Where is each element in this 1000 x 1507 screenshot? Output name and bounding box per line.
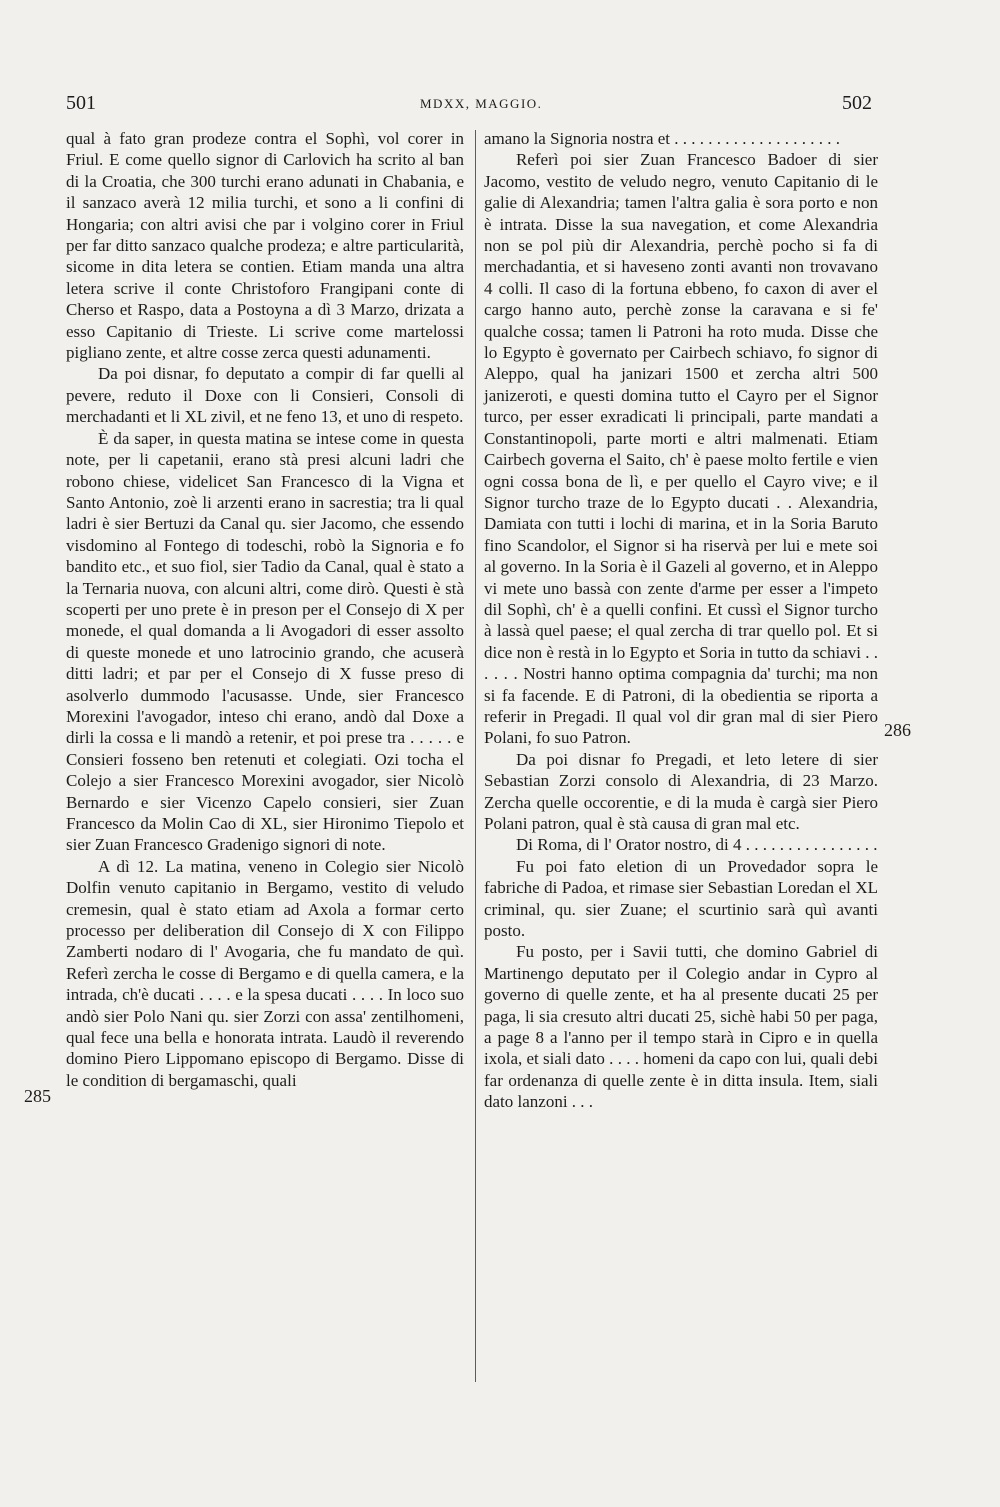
right-paragraph-2: Referì poi sier Zuan Francesco Badoer di sier Jacomo, vestito de veludo negro, venuto Capitanio di le galie di Alexandria; tamen l'altra galia è sora porto e non è intrata. Disse la sua navegation, et come Alexandria non se pol più dir Alexandria, perchè pocho si fa di merchadantia, et si haveseno zonti avanti non trovavano 4 colli. Il caso di la fortuna ebbeno, fo caxon di aver el cargo hanno auto, perchè zonse la caravana e si fe' qualche cossa; tamen li Patroni ha roto muda. Disse che lo Egypto è governato per Cairbech schiavo, fo signor di Aleppo, qual ha janizari 1500 et zercha altri 500 janizeroti, e questi domina tutto el Cayro per el Signor turco, per esser exradicati li principali, parte mandati a Constantinopoli, parte morti e altri malmenati. Etiam Cairbech governa el Saito, ch' è paese molto fertile e vien ogni cossa bona de lì, e per quello el Cayro vive; e il Signor turcho traze de lo Egypto ducati . . Alexandria, Damiata con tutti i lochi di marina, et in la Soria Baruto fino Scandolor, el Signor si ha riservà per lui e mete soi al governo. In la Soria è il Gazeli al governo, et in Aleppo vi mete uno bassà con zente d'arme per esser a l'impeto dil Sophì, ch' è a quelli confini. Et cussì el Signor turcho à lassà quel paese; el qual zercha di trar quello pol. Et si dice non è restà in lo Egypto et Soria in tutto da schiavi . . . . . . Nostri hanno optima compagnia da' turchi; ma non si fa facende. E di Patroni, di la obedientia se riporta a referir in Pregadi. Il qual vol dir gran mal di sier Piero Polani, fo suo Patron. <box>484 150 878 748</box>
right-paragraph-5: Fu poi fato eletion di un Provedador sopra le fabriche di Padoa, et rimase sier Sebastian Loredan el XL criminal, qu. sier Zuane; el scurtinio sarà quì avanti posto. <box>484 856 878 941</box>
column-divider <box>475 130 476 1382</box>
left-page-number: 501 <box>66 92 96 114</box>
left-paragraph-3: È da saper, in questa matina se intese come in questa note, per li capetanii, erano stà presi alcuni ladri che robono chiese, videlicet San Francesco di la Vigna et Santo Antonio, zoè li arzenti erano in sacrestia; tra li qual ladri è sier Bertuzi da Canal qu. sier Jacomo, che essendo visdomino al Fontego di todeschi, robò la Signoria e fo bandito etc., et suo fiol, sier Tadio da Canal, qual è stato a la Ternaria nuova, con alcuni altri, come dirò. Questi è stà scoperti per uno prete è in preson per el Consejo di X per monede, el qual domanda a li Avogadori di esser assolto di queste monede et uno latrocinio grando, che acuserà ditti ladri; et par per el Consejo di X fusse preso di asolverlo dummodo l'acusasse. Unde, sier Francesco Morexini l'avogador, inteso chi erano, andò dal Doxe a dirli la cossa e li mandò a retenir, et poi prese tra . . . . . e Consieri fosseno ben retenuti et colegiati. Ozi tocha el Colejo a sier Francesco Morexini avogador, sier Nicolò Bernardo e sier Vicenzo Capelo consieri, sier Zuan Francesco da Molin Cao di XL, sier Hironimo Tiepolo et sier Zuan Francesco Gradenigo signori di note. <box>66 428 464 855</box>
right-paragraph-4: Di Roma, di l' Orator nostro, di 4 . . . . . . . . . . . . . . . . <box>516 835 878 855</box>
right-paragraph-3: Da poi disnar fo Pregadi, et leto letere di sier Sebastian Zorzi consolo di Alexandria, di 23 Marzo. Zercha quelle occorentie, e di la muda è cargà sier Piero Polani patron, qual è stà causa di gran mal etc. <box>484 749 878 833</box>
left-paragraph-1: qual à fato gran prodeze contra el Sophì, vol corer in Friul. E come quello signor di Carlovich ha scrito al ban di la Croatia, che 300 turchi erano adunati in Chabania, e il sanzaco averà 12 milia turchi, et sono a li confini di Hongaria; con altri avisi che par i volgino corer in Friul per far ditto sanzaco qualche prodeza; e altre particularità, sicome in dita letera se contien. Etiam manda una altra letera scrive il conte Christoforo Frangipani conte di Cherso et Raspo, data a Postoyna a dì 3 Marzo, drizata a esso Capitanio di Trieste. Li scrive come martelossi pigliano zente, et altre cosse zerca questi adunamenti. <box>66 129 464 363</box>
right-margin-number: 286 <box>884 720 911 740</box>
page-header <box>0 92 1000 122</box>
left-column <box>66 128 464 1091</box>
running-title: MDXX, MAGGIO. <box>420 96 543 111</box>
right-paragraph-1: amano la Signoria nostra et . . . . . . . . . . . . . . . . . . . . <box>484 129 841 148</box>
right-column <box>484 128 878 1113</box>
right-paragraph-6: Fu posto, per i Savii tutti, che domino Gabriel di Martinengo deputato per il Colegio andar in Cypro al governo di quelle zente, et ha al presente ducati 25 per paga, li sia cresuto altri ducati 25, sichè habi 50 per paga, a page 8 a l'anno per il tempo starà in Cipro e in quella ixola, et siali dato . . . . homeni da capo con lui, quali debi far ordenanza di quelle zente è in ditta insula. Item, siali dato lanzoni . . . <box>484 942 878 1112</box>
left-paragraph-2: Da poi disnar, fo deputato a compir di far quelli al pevere, reduto il Doxe con li Consieri, Consoli di merchadanti et li XL zivil, et ne feno 13, et uno di respeto. <box>66 364 464 427</box>
left-paragraph-4: A dì 12. La matina, veneno in Colegio sier Nicolò Dolfin venuto capitanio in Bergamo, vestito di veludo cremesin, qual è stato etiam ad Axola a formar certo processo per deliberation dil Consejo di X con Filippo Zamberti nodaro di l' Avogaria, che fu mandato de quì. Referì zercha le cosse di Bergamo e di quella camera, e la intrada, ch'è ducati . . . . e la spesa ducati . . . . In loco suo andò sier Polo Nani qu. sier Zorzi con assa' zentilhomeni, qual fece una bella e honorata intrata. Laudò il reverendo domino Piero Lippomano episcopo di Bergamo. Disse di le condition di bergamaschi, quali <box>66 856 464 1090</box>
right-page-number: 502 <box>842 92 872 114</box>
left-margin-number: 285 <box>24 1086 51 1106</box>
